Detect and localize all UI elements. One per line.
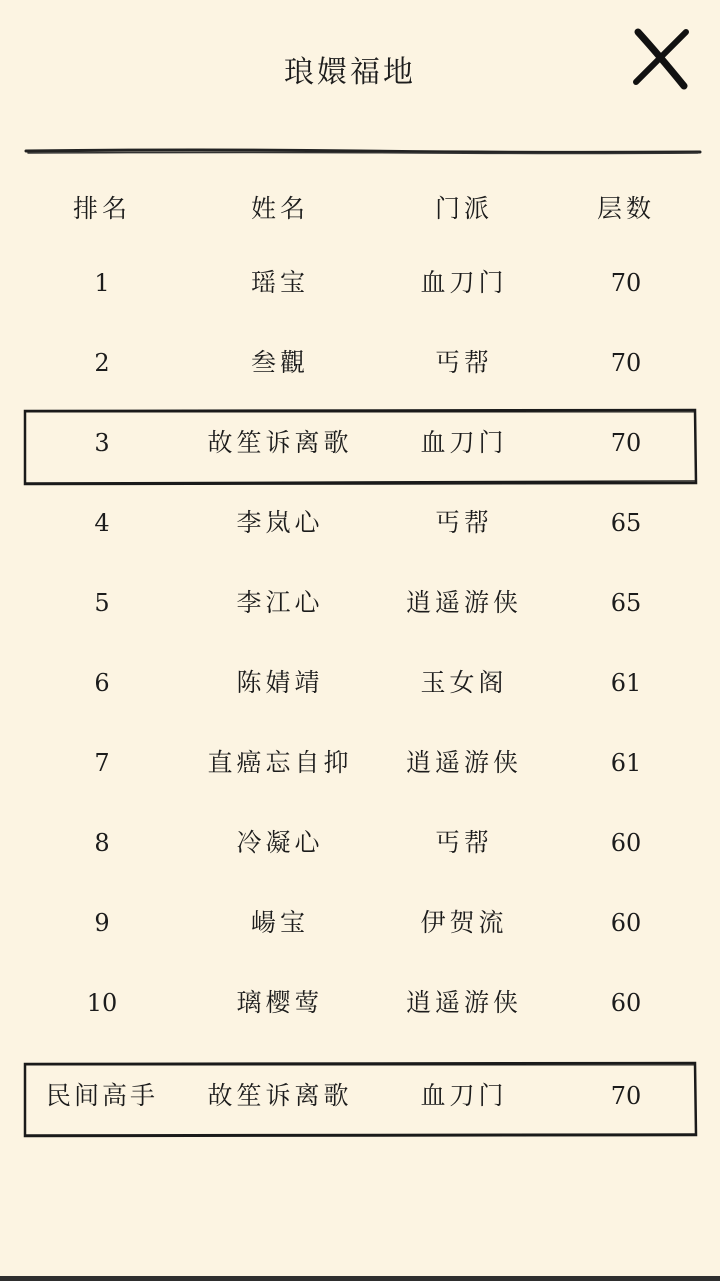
row-name: 冷凝心	[236, 828, 324, 857]
row-rank: 4	[94, 509, 110, 537]
page-title: 琅嬛福地	[284, 55, 416, 90]
row-name: 陈婧靖	[236, 668, 324, 697]
row-floor: 70	[610, 429, 642, 457]
close-icon	[628, 22, 696, 94]
row-rank: 1	[94, 269, 110, 297]
row-floor: 65	[610, 509, 642, 537]
row-rank: 6	[94, 669, 110, 697]
row-sect: 血刀门	[420, 268, 508, 297]
row-name: 璃樱莺	[236, 988, 324, 1017]
row-name: 直癌忘自抑	[207, 748, 353, 777]
row-rank: 5	[94, 589, 110, 617]
row-floor: 60	[610, 989, 642, 1017]
row-sect: 伊贺流	[420, 908, 508, 937]
row-floor: 60	[610, 829, 642, 857]
row-rank: 3	[94, 429, 110, 457]
self-sect: 血刀门	[420, 1081, 508, 1110]
close-button[interactable]	[628, 22, 696, 94]
row-name: 叁觀	[250, 348, 309, 377]
row-rank: 7	[94, 749, 110, 777]
row-sect: 玉女阁	[420, 668, 508, 697]
row-name: 李岚心	[236, 508, 324, 537]
row-sect: 逍遥游侠	[405, 748, 522, 777]
row-sect: 逍遥游侠	[405, 988, 522, 1017]
row-floor: 61	[610, 749, 642, 777]
row-floor: 65	[610, 589, 642, 617]
self-rank: 民间高手	[45, 1081, 158, 1110]
header-name: 姓名	[250, 194, 309, 223]
self-name: 故笙诉离歌	[207, 1081, 353, 1110]
row-sect: 丐帮	[434, 508, 493, 537]
row-sect: 逍遥游侠	[405, 588, 522, 617]
self-floor: 70	[610, 1082, 642, 1110]
header-rank: 排名	[72, 194, 131, 223]
row-name: 瑶宝	[250, 268, 309, 297]
row-sect: 血刀门	[420, 428, 508, 457]
row-floor: 61	[610, 669, 642, 697]
row-rank: 8	[94, 829, 110, 857]
row-sect: 丐帮	[434, 828, 493, 857]
row-sect: 丐帮	[434, 348, 493, 377]
row-name: 李江心	[236, 588, 324, 617]
row-floor: 60	[610, 909, 642, 937]
row-floor: 70	[610, 349, 642, 377]
bottom-edge-bar	[0, 1276, 720, 1281]
row-rank: 2	[94, 349, 110, 377]
header-sect: 门派	[434, 194, 493, 223]
row-floor: 70	[610, 269, 642, 297]
header-floor: 层数	[596, 194, 655, 223]
row-rank: 10	[86, 989, 118, 1017]
row-rank: 9	[94, 909, 110, 937]
title-divider	[0, 142, 720, 162]
row-name: 故笙诉离歌	[207, 428, 353, 457]
row-name: 崵宝	[250, 908, 309, 937]
